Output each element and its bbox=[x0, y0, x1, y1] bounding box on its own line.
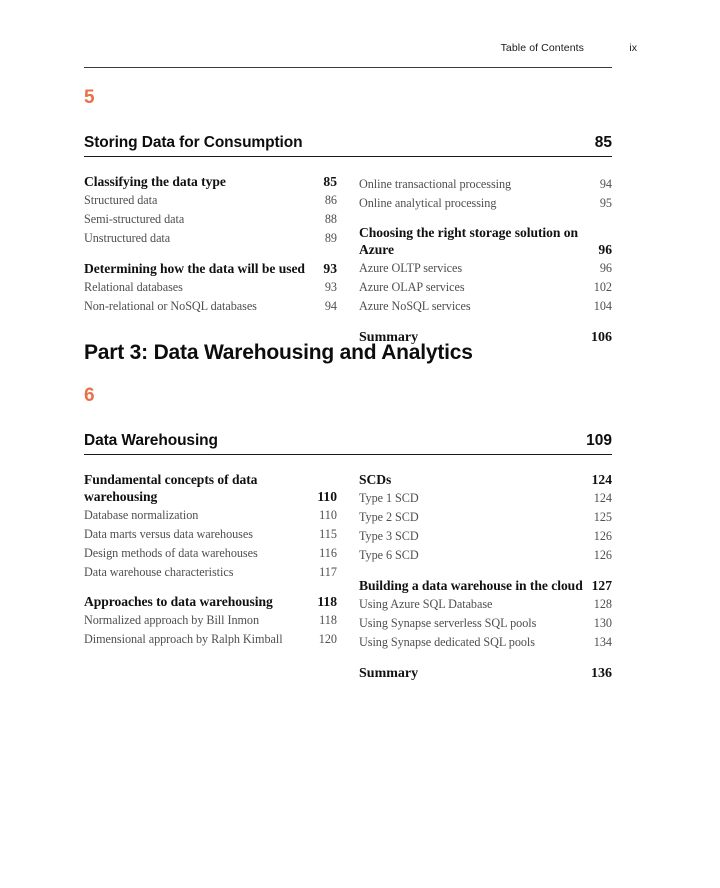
toc-entry-page: 96 bbox=[599, 260, 612, 275]
toc-entry-label: Online analytical processing bbox=[359, 195, 497, 210]
toc-entry-sub[interactable] bbox=[359, 195, 612, 213]
toc-entry-page: 120 bbox=[318, 632, 337, 646]
toc-entry-page: 86 bbox=[324, 193, 337, 207]
chapter-title-row bbox=[84, 430, 612, 451]
toc-entry-label: SCDs bbox=[359, 472, 392, 487]
toc-entry-sub[interactable] bbox=[84, 564, 337, 582]
toc-entry-label: Structured data bbox=[84, 193, 158, 207]
toc-entry-page: 110 bbox=[317, 488, 337, 504]
toc-entry-label: Type 3 SCD bbox=[359, 529, 419, 543]
toc-entry-page: 136 bbox=[591, 666, 612, 681]
toc-entry-page: 124 bbox=[591, 472, 612, 487]
toc-entry-page: 118 bbox=[317, 594, 337, 609]
toc-entry-sub[interactable] bbox=[84, 545, 337, 563]
toc-entry-label: Classifying the data type bbox=[84, 174, 226, 189]
toc-entry-sub[interactable] bbox=[84, 230, 337, 248]
toc-entry-page: 118 bbox=[319, 613, 337, 627]
toc-entry-page: 128 bbox=[593, 596, 612, 611]
toc-entry-section[interactable] bbox=[359, 472, 612, 489]
running-header-title: Table of Contents bbox=[500, 42, 584, 54]
header-rule bbox=[84, 67, 612, 68]
chapter-title[interactable]: Storing Data for Consumption bbox=[84, 134, 303, 151]
toc-entry-page: 130 bbox=[593, 615, 612, 630]
toc-entry-sub[interactable] bbox=[84, 298, 337, 316]
toc-entry-sub[interactable] bbox=[359, 634, 612, 652]
toc-entry-sub[interactable] bbox=[359, 279, 612, 297]
toc-entry-page: 93 bbox=[323, 260, 337, 276]
toc-entry-sub[interactable] bbox=[84, 612, 337, 630]
chapter-block-6 bbox=[84, 386, 612, 682]
toc-entry-label: Summary bbox=[359, 330, 419, 345]
toc-columns bbox=[84, 472, 612, 682]
toc-entry-label: Semi-structured data bbox=[84, 212, 185, 226]
toc-entry-label: Relational databases bbox=[84, 279, 183, 294]
toc-entry-page: 96 bbox=[598, 241, 612, 257]
toc-entry-sub[interactable] bbox=[359, 260, 612, 278]
toc-entry-sub[interactable] bbox=[84, 211, 337, 229]
toc-entry-page: 85 bbox=[323, 174, 337, 189]
toc-entry-page: 117 bbox=[319, 564, 337, 579]
toc-entry-sub[interactable] bbox=[359, 596, 612, 614]
toc-entry-sub[interactable] bbox=[359, 176, 612, 194]
part-heading: Part 3: Data Warehousing and Analytics bbox=[84, 341, 473, 364]
toc-entry-page: 93 bbox=[324, 279, 337, 294]
toc-entry-page: 94 bbox=[324, 298, 337, 313]
toc-entry-page: 134 bbox=[593, 634, 612, 649]
toc-entry-label: Summary bbox=[359, 666, 419, 681]
toc-entry-sub[interactable] bbox=[359, 547, 612, 565]
toc-entry-sub[interactable] bbox=[84, 507, 337, 525]
toc-entry-page: 126 bbox=[593, 548, 612, 562]
toc-entry-label: Type 6 SCD bbox=[359, 548, 419, 562]
toc-column-right bbox=[359, 472, 612, 682]
toc-entry-label: Using Synapse serverless SQL pools bbox=[359, 615, 537, 630]
toc-entry-label: Approaches to data warehousing bbox=[84, 594, 273, 609]
toc-entry-label: Data warehouse characteristics bbox=[84, 564, 234, 579]
running-header bbox=[84, 42, 637, 60]
chapter-page-number: 109 bbox=[586, 432, 612, 449]
toc-entry-label: Type 1 SCD bbox=[359, 491, 419, 505]
toc-entry-sub[interactable] bbox=[359, 298, 612, 316]
toc-columns bbox=[84, 174, 612, 346]
toc-entry-section[interactable] bbox=[359, 225, 612, 258]
chapter-rule bbox=[84, 454, 612, 455]
toc-entry-label: Azure NoSQL services bbox=[359, 298, 471, 313]
toc-column-right bbox=[359, 174, 612, 346]
toc-entry-label: Azure OLAP services bbox=[359, 279, 465, 294]
chapter-block-5 bbox=[84, 88, 612, 346]
toc-entry-label: Using Azure SQL Database bbox=[359, 596, 493, 611]
toc-entry-label: Design methods of data warehouses bbox=[84, 545, 258, 560]
toc-entry-label: Data marts versus data warehouses bbox=[84, 526, 253, 541]
toc-entry-summary[interactable] bbox=[359, 665, 612, 682]
toc-entry-label: Using Synapse dedicated SQL pools bbox=[359, 634, 535, 649]
toc-entry-label: Choosing the right storage solution on Azure bbox=[359, 225, 579, 257]
toc-column-left bbox=[84, 472, 337, 682]
chapter-rule bbox=[84, 156, 612, 157]
toc-entry-sub[interactable] bbox=[84, 631, 337, 649]
toc-entry-label: Building a data warehouse in the cloud bbox=[359, 577, 583, 593]
toc-entry-label: Database normalization bbox=[84, 507, 199, 522]
toc-entry-page: 94 bbox=[599, 176, 612, 191]
toc-entry-label: Unstructured data bbox=[84, 231, 171, 245]
toc-entry-page: 115 bbox=[319, 526, 337, 541]
toc-entry-label: Normalized approach by Bill Inmon bbox=[84, 613, 260, 627]
toc-entry-page: 106 bbox=[591, 330, 612, 345]
toc-entry-page: 125 bbox=[593, 510, 612, 524]
toc-entry-label: Type 2 SCD bbox=[359, 510, 419, 524]
toc-entry-section[interactable] bbox=[359, 578, 612, 595]
toc-entry-page: 116 bbox=[319, 545, 337, 560]
chapter-number: 5 bbox=[84, 87, 95, 108]
toc-entry-label: Determining how the data will be used bbox=[84, 260, 305, 276]
toc-entry-page: 95 bbox=[599, 195, 612, 210]
toc-entry-page: 124 bbox=[593, 491, 612, 505]
toc-entry-sub[interactable] bbox=[84, 526, 337, 544]
toc-entry-sub[interactable] bbox=[84, 279, 337, 297]
toc-entry-label: Dimensional approach by Ralph Kimball bbox=[84, 632, 283, 646]
toc-entry-sub[interactable] bbox=[84, 192, 337, 210]
toc-entry-page: 88 bbox=[324, 212, 337, 226]
toc-column-left bbox=[84, 174, 337, 346]
toc-entry-label: Azure OLTP services bbox=[359, 260, 463, 275]
toc-entry-label: Non-relational or NoSQL databases bbox=[84, 298, 257, 313]
toc-entry-page: 89 bbox=[324, 231, 337, 245]
toc-entry-label: Fundamental concepts of data warehousing bbox=[84, 472, 258, 504]
chapter-title-row bbox=[84, 132, 612, 153]
toc-entry-page: 104 bbox=[593, 298, 612, 313]
toc-entry-sub[interactable] bbox=[359, 509, 612, 527]
toc-entry-sub[interactable] bbox=[359, 490, 612, 508]
toc-entry-page: 127 bbox=[591, 577, 612, 593]
toc-entry-section[interactable] bbox=[84, 472, 337, 505]
chapter-page-number: 85 bbox=[594, 134, 612, 151]
toc-entry-sub[interactable] bbox=[359, 528, 612, 546]
toc-entry-page: 110 bbox=[319, 507, 337, 522]
chapter-title[interactable]: Data Warehousing bbox=[84, 432, 218, 449]
toc-entry-section[interactable] bbox=[84, 174, 337, 191]
page-folio: ix bbox=[629, 42, 637, 54]
toc-entry-label: Online transactional processing bbox=[359, 176, 512, 191]
toc-entry-section[interactable] bbox=[84, 594, 337, 611]
chapter-number: 6 bbox=[84, 385, 95, 406]
toc-entry-page: 126 bbox=[593, 529, 612, 543]
toc-entry-page: 102 bbox=[593, 279, 612, 294]
toc-entry-sub[interactable] bbox=[359, 615, 612, 633]
toc-entry-section[interactable] bbox=[84, 261, 337, 278]
